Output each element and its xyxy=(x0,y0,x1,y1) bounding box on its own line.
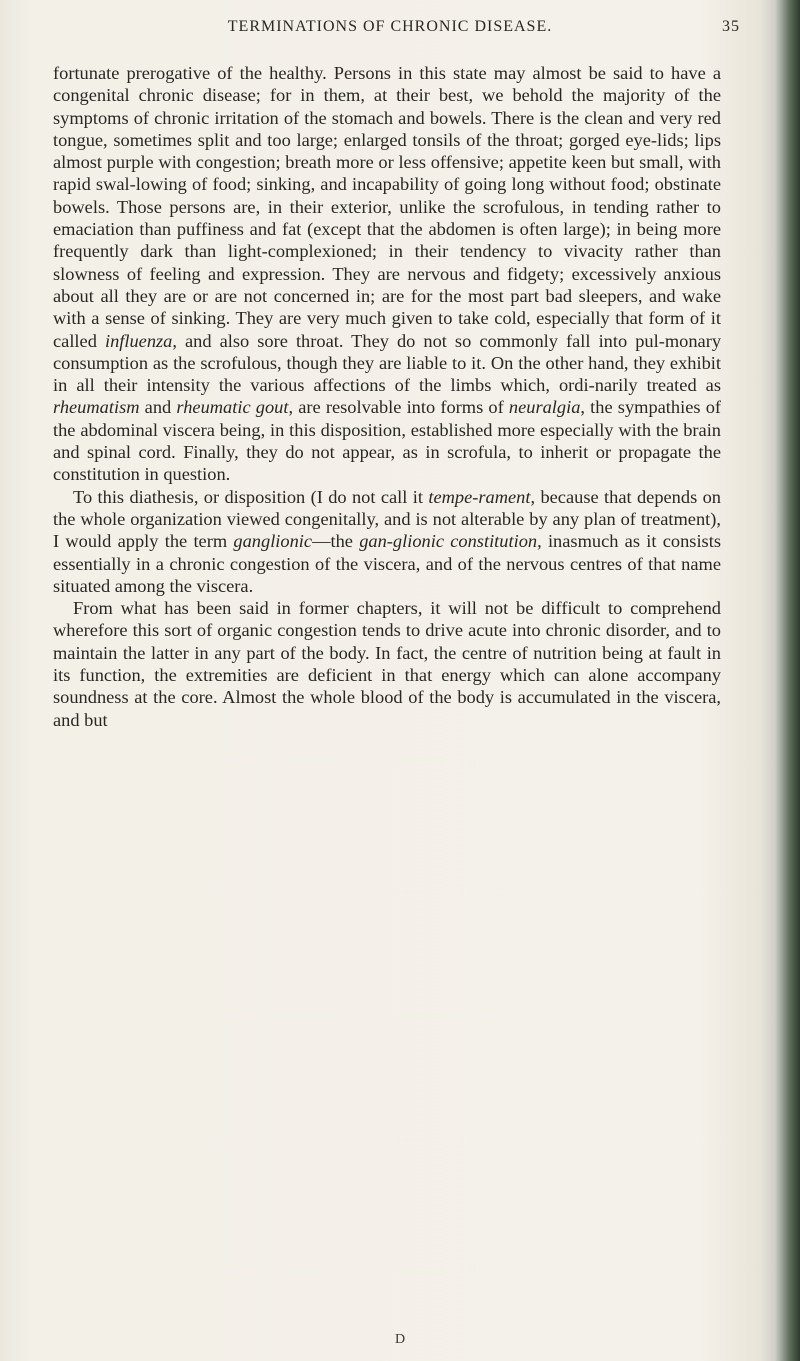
text-run: , are resolvable into forms of xyxy=(288,397,509,418)
paragraph xyxy=(53,597,721,731)
text-run: —the xyxy=(312,531,360,552)
page-number: 35 xyxy=(722,18,740,35)
paragraph xyxy=(53,62,721,486)
text-run: , the sympathies of the abdominal viscera being, in this disposition, established more especially with the brain and spinal cord. Finally, they do not appear, as in scrofula, to inherit or propagate the constitution in question. xyxy=(53,397,722,485)
text-run: and xyxy=(139,397,177,418)
text-run: From what has been said in former chapters, it will not be difficult to comprehend wherefore this sort of organic congestion tends to drive acute into chronic disorder, and to maintain the latter in any part of the body. In fact, the centre of nutrition being at fault in its function, the extremities are deficient in that energy which can alone accompany soundness at the core. Almost the whole blood of the body is accumulated in the viscera, and but xyxy=(53,598,721,730)
italic-term: gan-glionic constitution xyxy=(359,531,538,552)
text-run: , and also sore throat. They do not so commonly fall into pul-monary consumption as the scrofulous, though they are liable to it. On the other hand, they exhibit in all their intensity the various affections of the limbs which, ordi-narily treated as xyxy=(53,330,722,396)
italic-term: tempe-rament xyxy=(428,486,531,507)
text-run: fortunate prerogative of the healthy. Persons in this state may almost be said to have a congenital chronic disease; for in them, at their best, we behold the majority of the symptoms of chronic irritation of the stomach and bowels. There is the clean and very red tongue, sometimes split and too large; enlarged tonsils of the throat; gorged eye-lids; lips almost purple with congestion; breath more or less offensive; appetite keen but small, with rapid swal-lowing of food; sinking, and incapability of going long without food; obstinate bowels. Those persons are, in their exterior, unlike the scrofulous, in tending rather to emaciation than puffiness and fat (except that the abdomen is often large); in being more frequently dark than light-complexioned; in their tendency to vivacity rather than slowness of feeling and expression. They are nervous and fidgety; excessively anxious about all they are or are not concerned in; are for the most part bad sleepers, and wake with a sense of sinking. They are very much given to take cold, especially that form of it called xyxy=(53,63,721,351)
italic-term: rheumatism xyxy=(53,397,140,418)
text-run: To this diathesis, or disposition (I do not call it xyxy=(73,486,429,507)
signature-mark: D xyxy=(394,1332,406,1347)
italic-term: ganglionic xyxy=(233,531,313,552)
body-text xyxy=(53,62,721,731)
paragraph xyxy=(53,486,721,597)
italic-term: neuralgia xyxy=(508,397,581,418)
text-run: , inasmuch as it consists essentially in a chronic congestion of the viscera, and of the nervous centres of that name situated among the viscera. xyxy=(53,531,721,596)
italic-term: influenza xyxy=(104,330,173,351)
text-run: , because that depends on the whole organization viewed congenitally, and is not alterable by any plan of treatment), I would apply the term xyxy=(53,486,721,552)
running-title: TERMINATIONS OF CHRONIC DISEASE. xyxy=(227,18,553,35)
italic-term: rheumatic gout xyxy=(176,397,289,418)
